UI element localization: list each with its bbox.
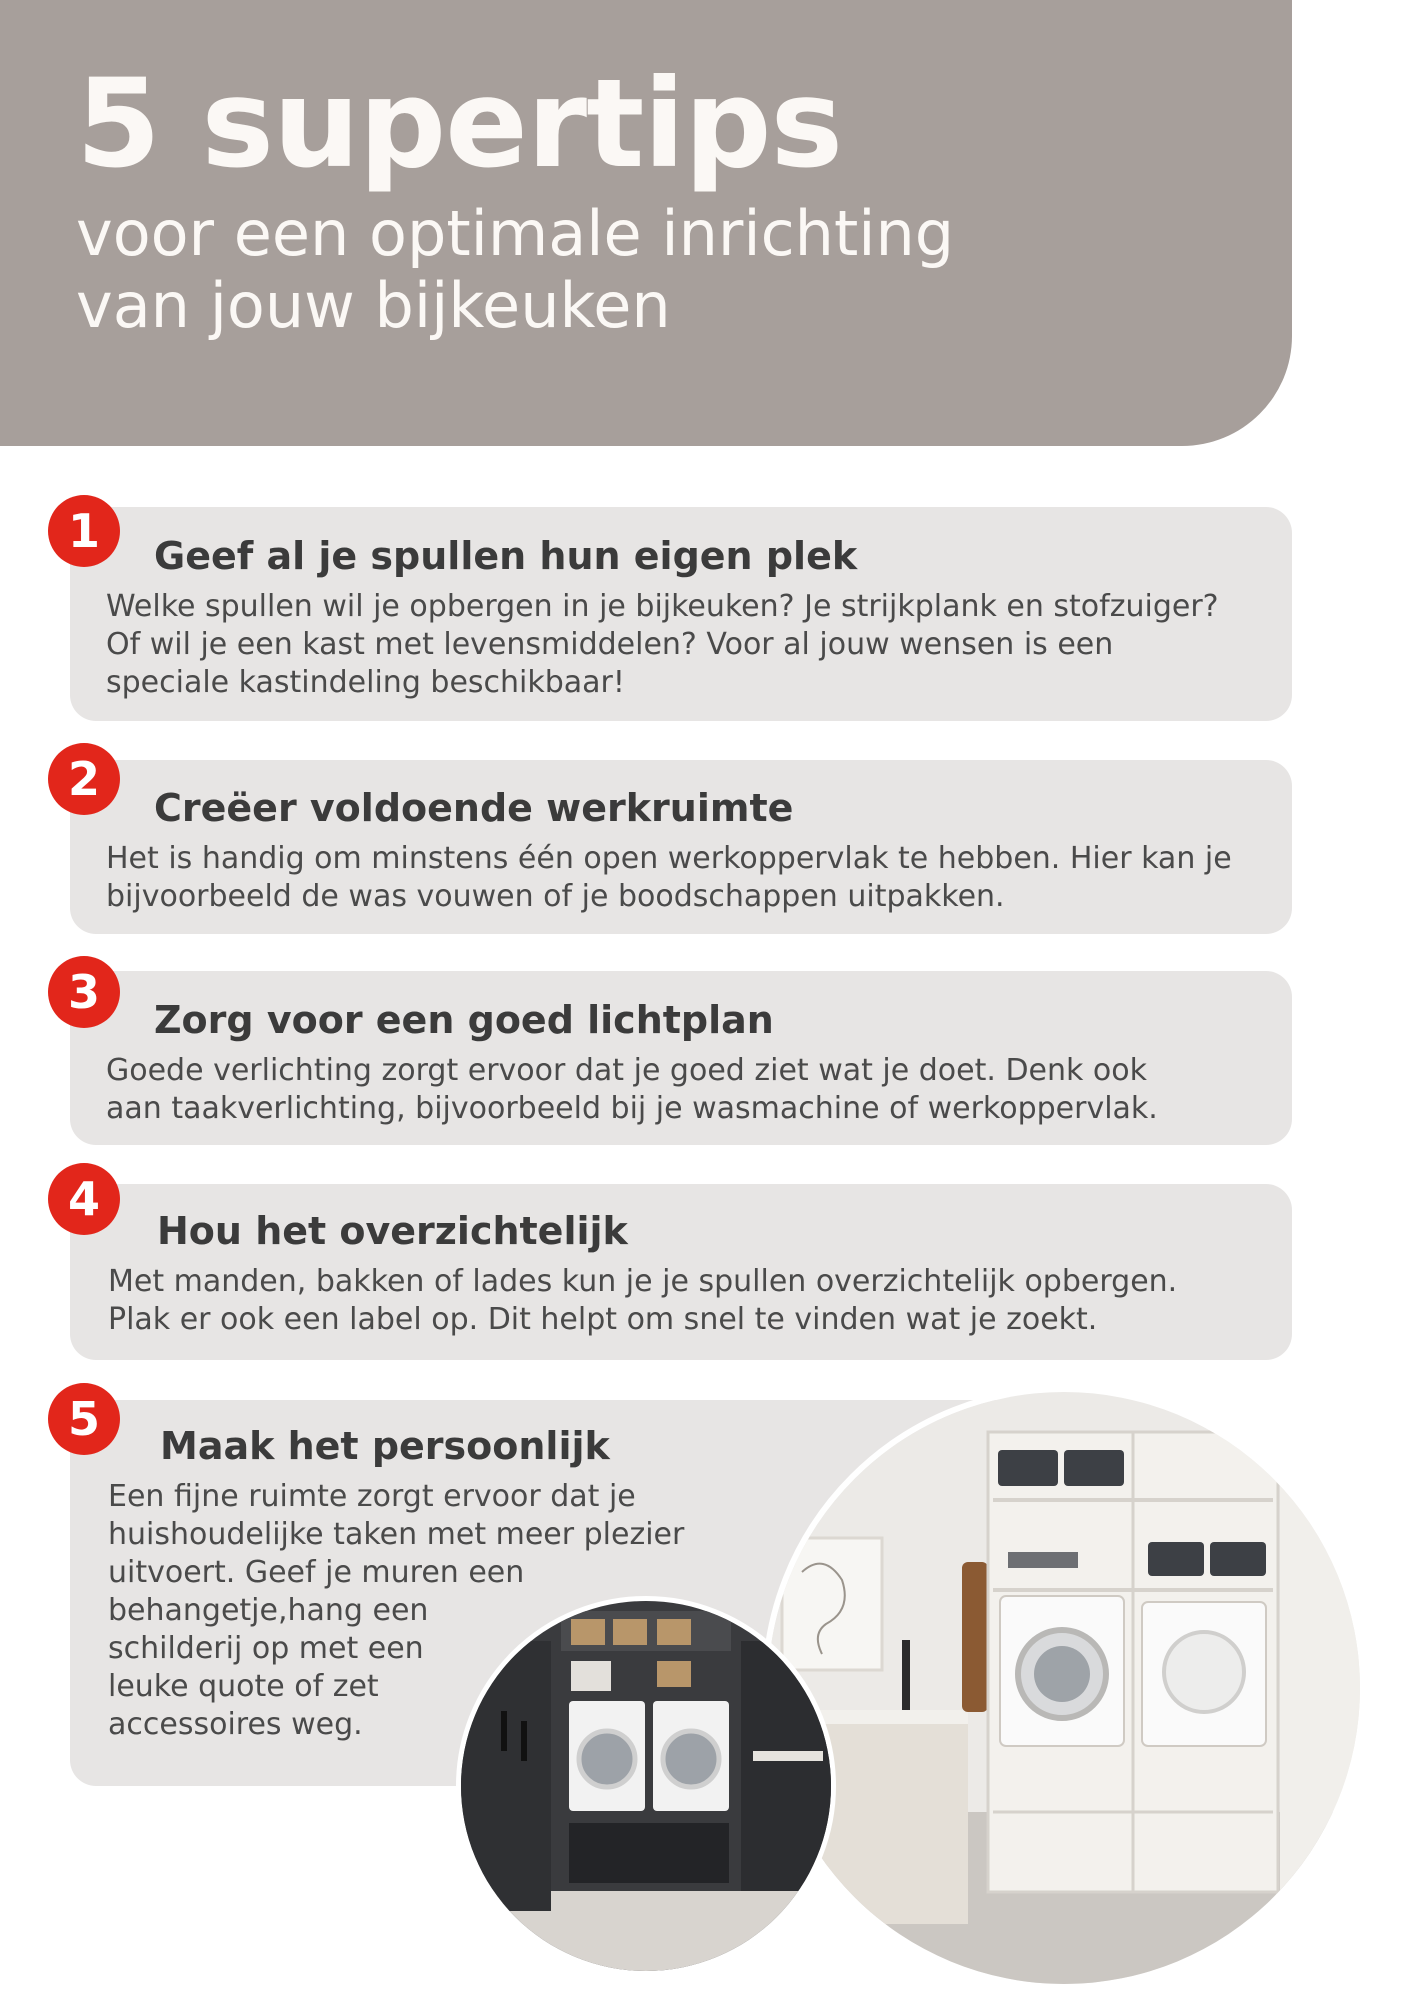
tip-body-line: huishoudelijke taken met meer plezier — [108, 1517, 685, 1552]
tip-body-3 — [106, 1052, 1158, 1128]
tip-number-badge-5: 5 — [48, 1383, 120, 1455]
tip-title-2: Creëer voldoende werkruimte — [154, 786, 794, 830]
tip-body-line: leuke quote of zet — [108, 1669, 379, 1704]
tip-body-2 — [106, 840, 1232, 916]
tip-body-line: aan taakverlichting, bijvoorbeeld bij je wasmachine of werkoppervlak. — [106, 1091, 1158, 1126]
tip-body-line: schilderij op met een — [108, 1631, 424, 1666]
laundry-room-photo-light — [762, 1386, 1366, 1990]
tip-body-line: Plak er ook een label op. Dit helpt om snel te vinden wat je zoekt. — [108, 1302, 1098, 1337]
header-banner — [0, 0, 1292, 446]
subtitle-line: van jouw bijkeuken — [76, 269, 671, 342]
tip-body-1 — [106, 588, 1219, 702]
tip-title-4: Hou het overzichtelijk — [157, 1209, 628, 1253]
laundry-room-photo-dark — [456, 1596, 836, 1976]
tip-body-line: Goede verlichting zorgt ervoor dat je goed ziet wat je doet. Denk ook — [106, 1053, 1148, 1088]
tip-title-5: Maak het persoonlijk — [160, 1424, 610, 1468]
tip-number-badge-3: 3 — [48, 956, 120, 1028]
tip-body-line: bijvoorbeeld de was vouwen of je boodschappen uitpakken. — [106, 879, 1005, 914]
tip-body-line: speciale kastindeling beschikbaar! — [106, 665, 625, 700]
tip-body-line: Het is handig om minstens één open werkoppervlak te hebben. Hier kan je — [106, 841, 1232, 876]
subtitle-line: voor een optimale inrichting — [76, 197, 955, 270]
tip-number-badge-1: 1 — [48, 495, 120, 567]
tip-title-3: Zorg voor een goed lichtplan — [154, 998, 774, 1042]
tip-body-line: uitvoert. Geef je muren een — [108, 1555, 525, 1590]
tip-body-4 — [108, 1263, 1177, 1339]
tip-body-line: Een fijne ruimte zorgt ervoor dat je — [108, 1479, 636, 1514]
tip-title-1: Geef al je spullen hun eigen plek — [154, 534, 858, 578]
tip-body-line: behangetje,hang een — [108, 1593, 429, 1628]
laundry-light-illustration — [768, 1392, 1360, 1984]
laundry-dark-illustration — [461, 1601, 831, 1971]
tip-body-line: Met manden, bakken of lades kun je je spullen overzichtelijk opbergen. — [108, 1264, 1178, 1299]
page-subtitle — [76, 198, 954, 342]
tip-number-badge-4: 4 — [48, 1163, 120, 1235]
tip-number-badge-2: 2 — [48, 743, 120, 815]
page-title: 5 supertips — [76, 53, 843, 195]
tip-body-line: Of wil je een kast met levensmiddelen? Voor al jouw wensen is een — [106, 627, 1114, 662]
tip-body-line: accessoires weg. — [108, 1707, 363, 1742]
tip-body-line: Welke spullen wil je opbergen in je bijkeuken? Je strijkplank en stofzuiger? — [106, 589, 1219, 624]
